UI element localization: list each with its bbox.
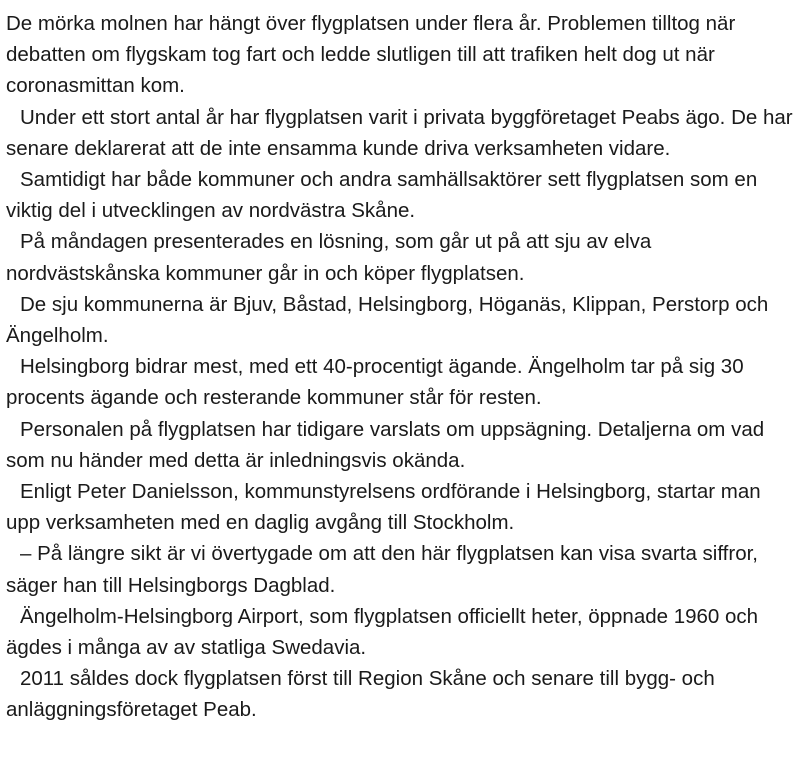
paragraph-sale: 2011 såldes dock flygplatsen först till Region Skåne och senare till bygg- och anläggningsföretaget Peab.	[6, 667, 715, 722]
paragraph-history: Ängelholm-Helsingborg Airport, som flygplatsen officiellt heter, öppnade 1960 och ägdes i många av av statliga Swedavia.	[6, 604, 759, 660]
paragraph-quote: – På längre sikt är vi övertygade om att den här flygplatsen kan visa svarta siffror, säger han till Helsingborgs Dagblad.	[6, 542, 758, 597]
paragraph-municipalities: De sju kommunerna är Bjuv, Båstad, Helsingborg, Höganäs, Klippan, Perstorp och Ängelholm.	[6, 292, 769, 348]
paragraph-shares: Helsingborg bidrar mest, med ett 40-procentigt ägande. Ängelholm tar på sig 30 procents ägande och resterande kommuner står för resten.	[6, 355, 744, 410]
paragraph-solution: På måndagen presenterades en lösning, som går ut på att sju av elva nordvästskånska kommuner går in och köper flygplatsen.	[6, 230, 652, 285]
paragraph-ownership: Under ett stort antal år har flygplatsen varit i privata byggföretaget Peabs ägo. De har senare deklarerat att de inte ensamma kunde driva verksamheten vidare.	[6, 105, 793, 160]
paragraph-daily-departure: Enligt Peter Danielsson, kommunstyrelsens ordförande i Helsingborg, startar man upp verksamheten med en daglig avgång till Stockholm.	[6, 480, 761, 535]
paragraph-regional-importance: Samtidigt har både kommuner och andra samhällsaktörer sett flygplatsen som en viktig del i utvecklingen av nordvästra Skåne.	[6, 168, 758, 223]
lead-paragraph: De mörka molnen har hängt över flygplatsen under flera år. Problemen tilltog när debatten om flygskam tog fart och ledde slutligen till att trafiken helt dog ut när coronasmittan kom.	[6, 12, 736, 98]
paragraph-staff: Personalen på flygplatsen har tidigare varslats om uppsägning. Detaljerna om vad som nu händer med detta är inledningsvis okända.	[6, 417, 765, 472]
